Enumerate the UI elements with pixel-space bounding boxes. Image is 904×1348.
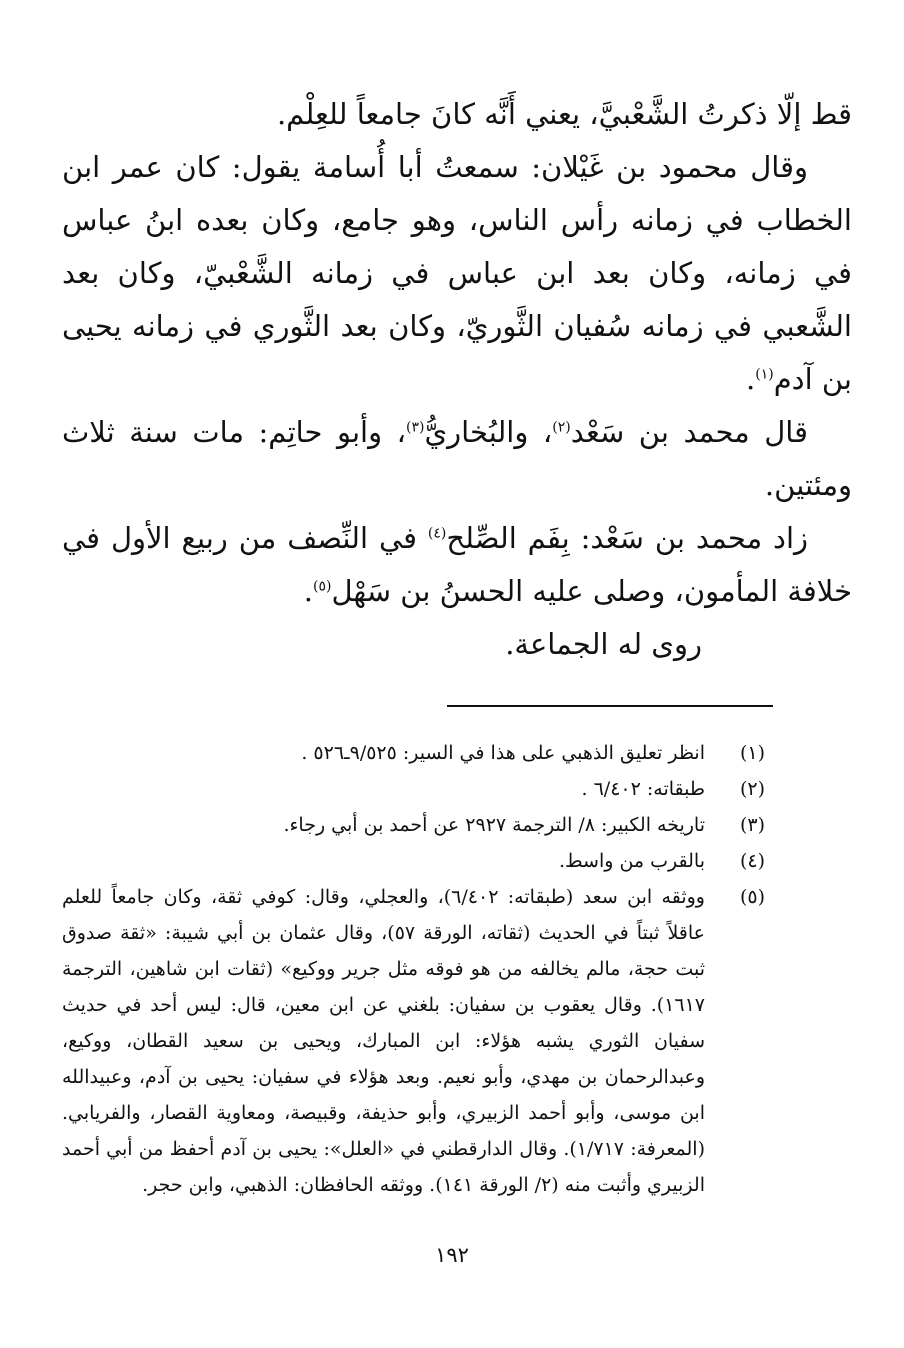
footnote-number: (١) — [739, 742, 765, 764]
footnote-3 — [62, 807, 765, 843]
paragraph-3-text-a: قال محمد بن سَعْد — [570, 415, 808, 449]
paragraph-1-text: قط إلّا ذكرتُ الشَّعْبيَّ، يعني أَنَّه كانَ جامعاً للعِلْم. — [276, 97, 852, 131]
page-number: ١٩٢ — [435, 1243, 469, 1267]
footnote-text: تاريخه الكبير: ٨/ الترجمة ٢٩٢٧ عن أحمد بن أبي رجاء. — [283, 814, 705, 836]
footnote-ref-5: (٥) — [312, 578, 332, 595]
paragraph-3-text-c: ، وأبو حاتِم: مات سنة ثلاث ومئتين. — [62, 415, 852, 502]
paragraph-3-text-b: ، والبُخاريُّ — [424, 415, 553, 449]
paragraph-3 — [62, 406, 852, 512]
footnote-4 — [62, 843, 765, 879]
paragraph-5-text: روى له الجماعة. — [505, 627, 702, 661]
footnote-ref-2: (٢) — [552, 419, 571, 436]
footnote-text: طبقاته: ٦/٤٠٢ . — [581, 778, 705, 800]
paragraph-4-text-b: في النِّصف من ربيع الأول في خلافة المأمون، وصلى عليه الحسنُ بن سَهْل — [62, 521, 852, 608]
paragraph-1 — [62, 88, 852, 141]
footnote-ref-4: (٤) — [427, 525, 447, 542]
paragraph-4-text-a: زاد محمد بن سَعْد: بِفَم الصِّلح — [446, 521, 809, 555]
paragraph-2-text: وقال محمود بن غَيْلان: سمعتُ أبا أُسامة يقول: كان عمر ابن الخطاب في زمانه رأس الناس، وهو جامع، وكان بعده ابنُ عباس في زمانه، وكان بعد ابن عباس في زمانه الشَّعْبيّ، وكان بعد الشَّعبي في زمانه سُفيان الثَّوريّ، وكان بعد الثَّوري في زمانه يحيى بن آدم — [62, 150, 852, 396]
footnote-number: (٤) — [739, 850, 765, 872]
footnote-text: ووثقه ابن سعد (طبقاته: ٦/٤٠٢)، والعجلي، وقال: كوفي ثقة، وكان جامعاً للعلم عاقلاً ثبتاً في الحديث (ثقاته، الورقة ٥٧)، وقال عثمان بن أبي شيبة: «ثقة صدوق ثبت حجة، مالم يخالفه من هو فوقه مثل جرير ووكيع» (ثقات ابن شاهين، الترجمة ١٦١٧). وقال يعقوب بن سفيان: بلغني عن ابن معين، قال: ليس أحد في حديث سفيان الثوري يشبه هؤلاء: ابن المبارك، ويحيى بن سعيد القطان، ووكيع، وعبدالرحمان بن مهدي، وأبو نعيم. وبعد هؤلاء في سفيان: يحيى بن آدم، وعبيدالله ابن موسى، وأبو أحمد الزبيري، وأبو حذيفة، وقبيصة، ومعاوية القصار، والفريابي. (المعرفة: ١/٧١٧). وقال الدارقطني في «العلل»: يحيى بن آدم أحفظ من أبي أحمد الزبيري وأثبت منه (٢/ الورقة ١٤١). ووثقه الحافظان: الذهبي، وابن حجر. — [62, 886, 705, 1196]
main-text-body — [62, 88, 852, 671]
footnote-number: (٢) — [739, 778, 765, 800]
footnote-text: انظر تعليق الذهبي على هذا في السير: ٩/٥٢٥ـ٥٢٦ . — [301, 742, 705, 764]
footnotes-section — [62, 735, 765, 1203]
paragraph-5 — [62, 618, 852, 671]
footnote-number: (٥) — [739, 886, 765, 908]
paragraph-4: زاد محمد بن سَعْد: بِفَم الصِّلح$^{(٤)}$ في النِّصف من ربيع الأول في خلافة المأمون، وصلى عليه الحسنُ بن سَهْل$^{(٥)}$. — [62, 521, 852, 608]
footnote-ref-1: (١) — [755, 366, 774, 383]
footnote-text: بالقرب من واسط. — [558, 850, 705, 872]
footnote-2 — [62, 771, 765, 807]
footnote-number: (٣) — [739, 814, 765, 836]
footnote-5 — [62, 879, 765, 1203]
paragraph-2: وقال محمود بن غَيْلان: سمعتُ أبا أُسامة يقول: كان عمر ابن الخطاب في زمانه رأس الناس، وهو جامع، وكان بعده ابنُ عباس في زمانه، وكان بعد ابن عباس في زمانه الشَّعْبيّ، وكان بعد الشَّعبي في زمانه سُفيان الثَّوريّ، وكان بعد الثَّوري في زمانه يحيى بن آدم$^{(١)}$. — [62, 150, 852, 396]
footnote-ref-3: (٣) — [405, 419, 425, 436]
footnote-1 — [62, 735, 765, 771]
footnote-separator — [447, 705, 773, 707]
